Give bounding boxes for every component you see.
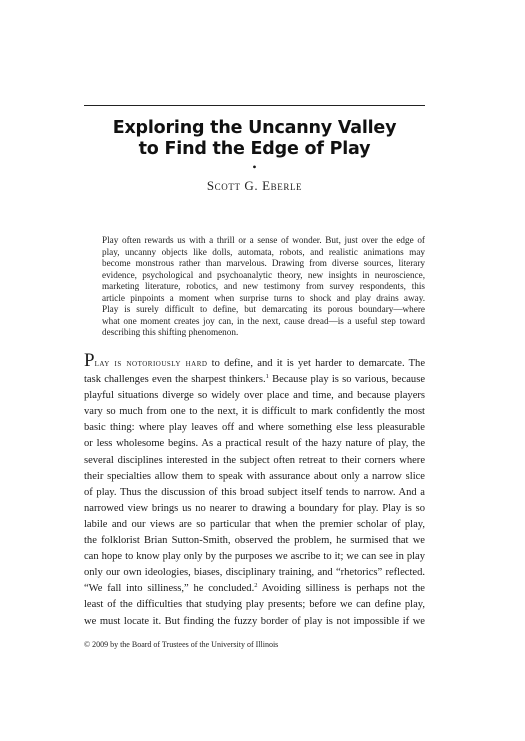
copyright-footer: © 2009 by the Board of Trustees of the University of Illinois: [84, 640, 279, 649]
body-line: only our own ideologies, biases, disciplinary training, and “rhetorics” reflected.: [84, 567, 425, 579]
body-text-run: Because play is so various, because: [268, 374, 425, 386]
abstract-line: evidence, psychological and psychoanalytic theory, new insights in neuroscience,: [102, 269, 425, 280]
abstract-line: what one moment creates joy can, in the next, cause dread—is a useful step toward: [102, 315, 425, 326]
body-line: of play. Thus the discussion of this broad subject itself tends to narrow. And a: [84, 486, 425, 498]
body-line: basic thing: where play leaves off and where something else less pleasurable: [84, 422, 425, 434]
footnote-ref-2[interactable]: 2: [254, 582, 258, 590]
body-line: can hope to know play only by the purposes we ascribe to it; we can see in play: [84, 551, 425, 563]
abstract-line: article pinpoints a moment when surprise turns to shock and play drains away.: [102, 292, 425, 303]
article-title: [84, 118, 425, 160]
body-text-run: Avoiding silliness is perhaps not the: [257, 583, 425, 595]
body-text: [84, 350, 426, 630]
body-line: or less wholesome begins. As a practical result of the hazy nature of play, the: [84, 438, 425, 450]
footnote-ref-1[interactable]: 1: [265, 373, 269, 381]
body-line: least of the difficulties that studying play presents; before we can define play,: [84, 599, 425, 611]
title-separator-bullet: •: [252, 160, 257, 174]
body-line: we must locate it. But finding the fuzzy border of play is not impossible if we: [84, 615, 425, 627]
body-text-run: task challenges even the sharpest thinkers.: [84, 374, 266, 386]
body-line-2: [84, 372, 425, 388]
body-line: playful situations diverge so widely over place and time, and because players: [84, 390, 425, 402]
body-text-run: “We fall into silliness,” he concluded.: [84, 583, 255, 595]
title-line-1: Exploring the Uncanny Valley: [112, 118, 397, 138]
body-line: vary so much from one to the next, it is difficult to mark confidently the most: [84, 406, 425, 418]
abstract-line: Play is surely difficult to define, but demarcating its porous boundary—where: [102, 304, 425, 315]
body-line: labile and our views are so particular that when the premier scholar of play,: [84, 518, 425, 530]
body-line: several disciplines interested in the subject often retreat to their corners where: [84, 454, 425, 466]
body-line-15: [84, 581, 425, 597]
abstract-line: play, uncanny objects like dolls, automata, robots, and realistic animations may: [102, 246, 425, 257]
body-line: their specialties allow them to speak with assurance about only a narrow slice: [84, 470, 425, 482]
author-name: Scott G. Eberle: [206, 178, 303, 193]
small-caps-lead: lay is notoriously hard: [94, 358, 208, 369]
header-rule: [84, 105, 425, 106]
drop-cap: P: [84, 350, 95, 371]
body-line-1: [84, 350, 426, 372]
body-text-run: to define, and it is yet harder to demarcate. The: [207, 358, 426, 369]
title-line-2: to Find the Edge of Play: [138, 139, 371, 159]
abstract-line: describing this shifting phenomenon.: [102, 327, 239, 338]
body-line: narrowed view brings us no nearer to drawing a boundary for play. Play is so: [84, 502, 425, 514]
abstract: [102, 235, 425, 339]
body-line: the folklorist Brian Sutton-Smith, observed the problem, he surmised that we: [84, 535, 425, 547]
abstract-line: become monstrous rather than marvelous. Drawing from diverse sources, literary: [102, 258, 425, 269]
abstract-line: Play often rewards us with a thrill or a sense of wonder. But, just over the edge of: [102, 235, 425, 245]
abstract-line: marketing literature, robotics, and new testimony from survey respondents, this: [102, 281, 425, 292]
